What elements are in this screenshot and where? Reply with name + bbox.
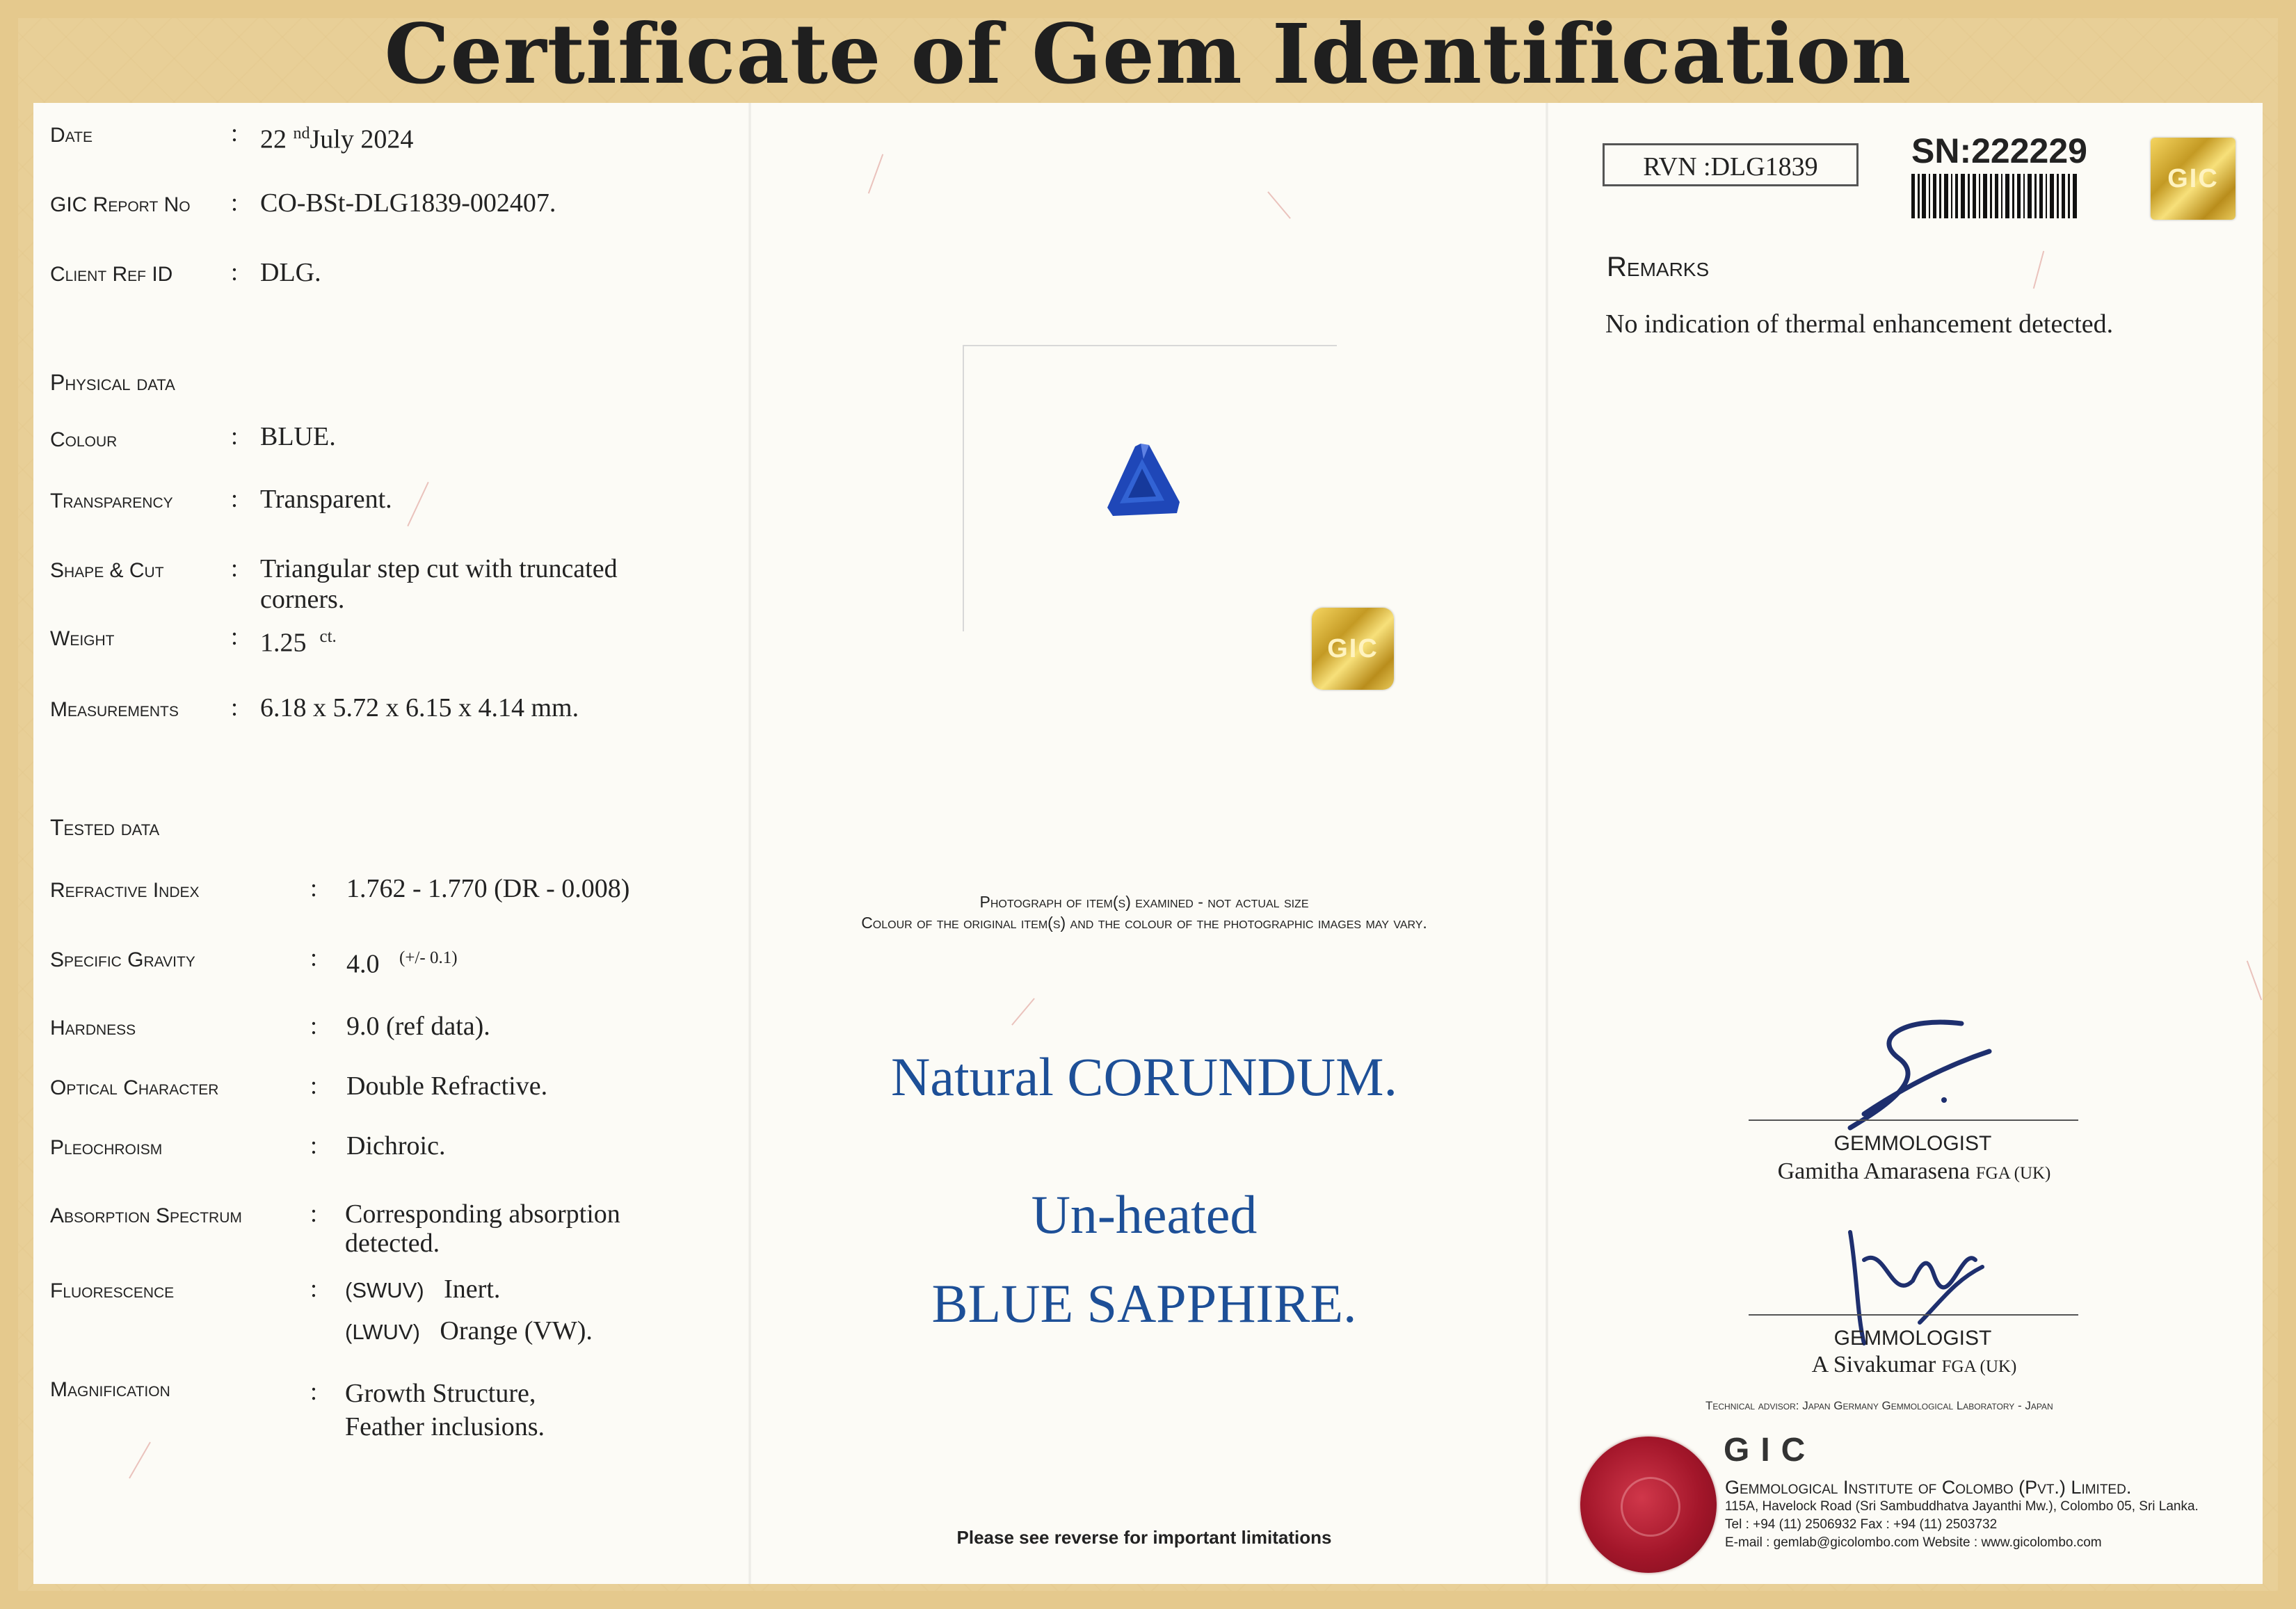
specific-gravity-label: Specific Gravity	[50, 948, 195, 971]
gemmologist-1-signature	[1822, 1010, 2003, 1142]
fluorescence-swuv: (SWUV) Inert.	[345, 1275, 501, 1304]
optical-character-label: Optical Character	[50, 1076, 219, 1099]
institute-address: 115A, Havelock Road (Sri Sambuddhatva Jayanthi Mw.), Colombo 05, Sri Lanka.	[1725, 1499, 2199, 1514]
colon: :	[310, 874, 318, 902]
barcode	[1911, 174, 2080, 218]
physical-data-heading: Physical data	[50, 370, 175, 395]
colon: :	[231, 258, 239, 286]
gic-logo: GIC	[1724, 1432, 1817, 1469]
transparency-value: Transparent.	[260, 485, 392, 514]
institute-name: Gemmological Institute of Colombo (Pvt.) Limited.	[1725, 1477, 2132, 1498]
gemmologist-1-name: Gamitha Amarasena FGA (UK)	[1777, 1158, 2051, 1184]
identification-result: Natural CORUNDUM.	[891, 1046, 1397, 1107]
absorption-spectrum-value-line2: detected.	[345, 1229, 440, 1258]
hardness-label: Hardness	[50, 1017, 136, 1040]
certificate-title: Certificate of Gem Identification	[384, 6, 1912, 102]
colon: :	[310, 1275, 318, 1302]
colon: :	[231, 422, 239, 450]
gemmologist-2-name: A Sivakumar FGA (UK)	[1811, 1352, 2017, 1377]
colon: :	[231, 554, 239, 582]
absorption-spectrum-value-line1: Corresponding absorption	[345, 1199, 620, 1229]
rvn-box: RVN :DLG1839	[1603, 143, 1859, 186]
client-ref-label: Client Ref ID	[50, 263, 173, 286]
fluorescence-label: Fluorescence	[50, 1279, 175, 1302]
colon: :	[310, 1012, 318, 1040]
treatment-result: Un-heated	[1031, 1184, 1258, 1245]
pleochroism-label: Pleochroism	[50, 1136, 163, 1159]
fluorescence-lwuv: (LWUV) Orange (VW).	[345, 1316, 593, 1345]
shape-cut-value-line2: corners.	[260, 585, 345, 614]
variety-result: BLUE SAPPHIRE.	[931, 1273, 1357, 1334]
colon: :	[231, 119, 239, 147]
signature-line-1	[1749, 1119, 2078, 1121]
remarks-heading: Remarks	[1607, 252, 1710, 282]
colour-value: BLUE.	[260, 422, 336, 451]
fold-line-left	[748, 103, 751, 1584]
report-no-value: CO-BSt-DLG1839-002407.	[260, 188, 556, 218]
weight-value: 1.25 $^{ct.}$	[260, 627, 337, 658]
refractive-index-label: Refractive Index	[50, 879, 200, 902]
date-label: Date	[50, 124, 93, 147]
client-ref-value: DLG.	[260, 258, 321, 287]
technical-advisor: Technical advisor: Japan Germany Gemmological Laboratory - Japan	[1705, 1399, 2053, 1412]
colon: :	[231, 485, 239, 512]
institute-phone-fax: Tel : +94 (11) 2506932 Fax : +94 (11) 2503732	[1725, 1517, 1998, 1532]
magnification-value-line1: Growth Structure,	[345, 1379, 536, 1408]
optical-character-value: Double Refractive.	[346, 1072, 548, 1101]
wax-seal-logo	[1580, 1437, 1717, 1573]
limitations-notice: Please see reverse for important limitations	[956, 1527, 1332, 1548]
transparency-label: Transparency	[50, 490, 173, 512]
colon: :	[310, 1377, 318, 1405]
weight-label: Weight	[50, 627, 115, 650]
institute-email-website: E-mail : gemlab@gicolombo.com Website : www.gicolombo.com	[1725, 1535, 2102, 1550]
measurements-value: 6.18 x 5.72 x 6.15 x 4.14 mm.	[260, 693, 579, 722]
magnification-label: Magnification	[50, 1378, 170, 1401]
blue-sapphire-photo	[1105, 441, 1182, 523]
gemmologist-1-title: GEMMOLOGIST	[1833, 1132, 1992, 1155]
serial-number: SN:222229	[1911, 131, 2087, 170]
magnification-value-line2: Feather inclusions.	[345, 1412, 545, 1441]
remarks-text: No indication of thermal enhancement detected.	[1605, 309, 2114, 339]
photo-caption-line1: Photograph of item(s) examined - not actual size	[979, 893, 1309, 911]
tested-data-heading: Tested data	[50, 815, 160, 840]
colour-label: Colour	[50, 428, 118, 451]
measurements-label: Measurements	[50, 698, 179, 721]
refractive-index-value: 1.762 - 1.770 (DR - 0.008)	[346, 874, 630, 903]
shape-cut-value-line1: Triangular step cut with truncated	[260, 554, 618, 583]
colon: :	[310, 944, 318, 971]
colon: :	[310, 1072, 318, 1099]
photo-caption-line2: Colour of the original item(s) and the colour of the photographic images may vary.	[861, 914, 1427, 932]
colon: :	[231, 622, 239, 650]
gemmologist-2-title: GEMMOLOGIST	[1833, 1327, 1992, 1350]
date-value: 22 $^{nd}$July 2024	[260, 124, 414, 154]
hologram-sticker-right: GIC	[2151, 138, 2235, 220]
colon: :	[310, 1199, 318, 1227]
report-no-label: GIC Report No	[50, 193, 191, 216]
colon: :	[310, 1131, 318, 1159]
specific-gravity-value: 4.0 $^{(+/- 0.1)}$	[346, 948, 458, 979]
hologram-sticker-center: GIC	[1312, 608, 1394, 690]
signature-line-2	[1749, 1314, 2078, 1316]
absorption-spectrum-label: Absorption Spectrum	[50, 1204, 242, 1227]
shape-cut-label: Shape & Cut	[50, 559, 164, 582]
pleochroism-value: Dichroic.	[346, 1131, 446, 1161]
colon: :	[231, 693, 239, 721]
fold-line-right	[1546, 103, 1548, 1584]
hardness-value: 9.0 (ref data).	[346, 1012, 490, 1041]
colon: :	[231, 188, 239, 216]
